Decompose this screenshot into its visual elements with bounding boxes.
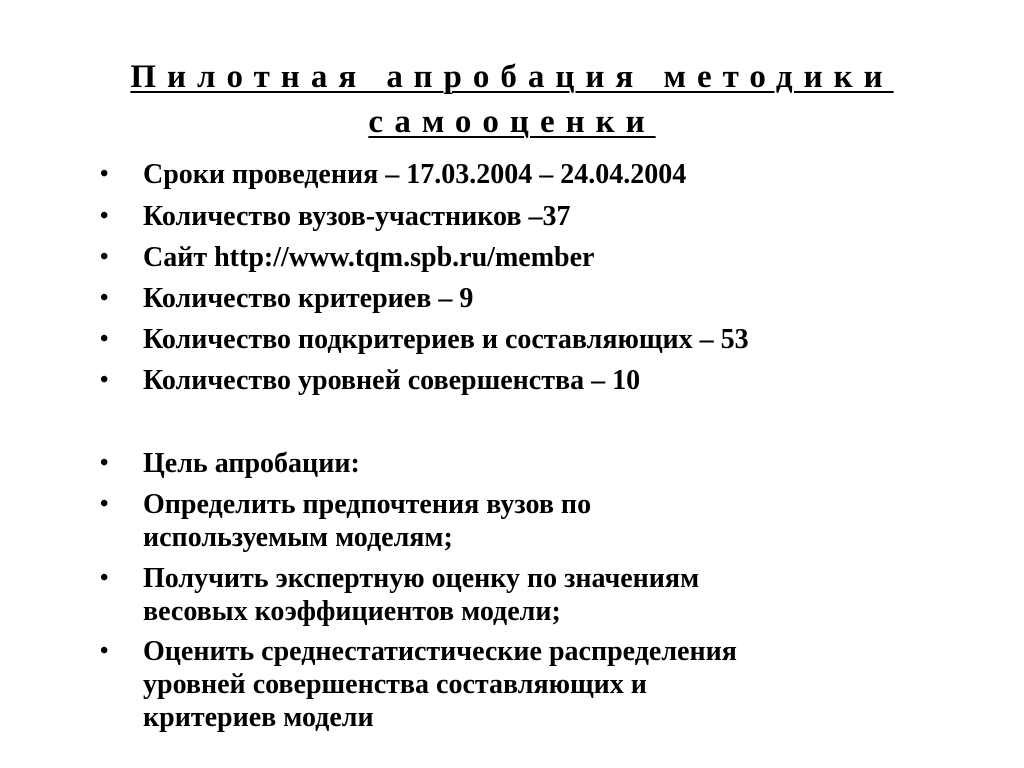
list-item-text: Количество уровней совершенства – 10 bbox=[143, 365, 641, 396]
list-item-line: Определить предпочтения вузов по bbox=[143, 489, 592, 520]
list-item-text bbox=[143, 488, 963, 554]
bullet-icon: • bbox=[100, 244, 109, 270]
slide-title-line-2: самооценки bbox=[368, 104, 656, 140]
list-item-text: Количество критериев – 9 bbox=[143, 283, 474, 314]
bullet-icon: • bbox=[100, 367, 109, 393]
list-item-text: Количество подкритериев и составляющих – 53 bbox=[143, 324, 749, 355]
slide-title-line-1: Пилотная апробация методики bbox=[130, 59, 894, 95]
bullet-icon: • bbox=[100, 285, 109, 311]
bullet-icon: • bbox=[100, 326, 109, 352]
bullet-icon: • bbox=[100, 565, 109, 591]
list-item-line: уровней совершенства составляющих и bbox=[143, 669, 647, 700]
list-item-line: весовых коэффициентов модели; bbox=[143, 596, 561, 627]
list-item-line: Получить экспертную оценку по значениям bbox=[143, 563, 700, 594]
list-item-line: критериев модели bbox=[143, 702, 374, 733]
list-item-text bbox=[143, 562, 963, 628]
list-item-text: Сайт http://www.tqm.spb.ru/member bbox=[143, 242, 595, 273]
list-item-text: Цель апробации: bbox=[143, 448, 360, 479]
list-item-text: Сроки проведения – 17.03.2004 – 24.04.2004 bbox=[143, 159, 687, 190]
bullet-icon: • bbox=[100, 450, 109, 476]
list-item-text: Количество вузов-участников –37 bbox=[143, 201, 571, 232]
bullet-icon: • bbox=[100, 491, 109, 517]
list-item-line: используемым моделям; bbox=[143, 522, 453, 553]
list-item-text bbox=[143, 635, 963, 734]
bullet-icon: • bbox=[100, 638, 109, 664]
bullet-icon: • bbox=[100, 203, 109, 229]
list-item-line: Оценить среднестатистические распределения bbox=[143, 636, 737, 667]
bullet-icon: • bbox=[100, 161, 109, 187]
